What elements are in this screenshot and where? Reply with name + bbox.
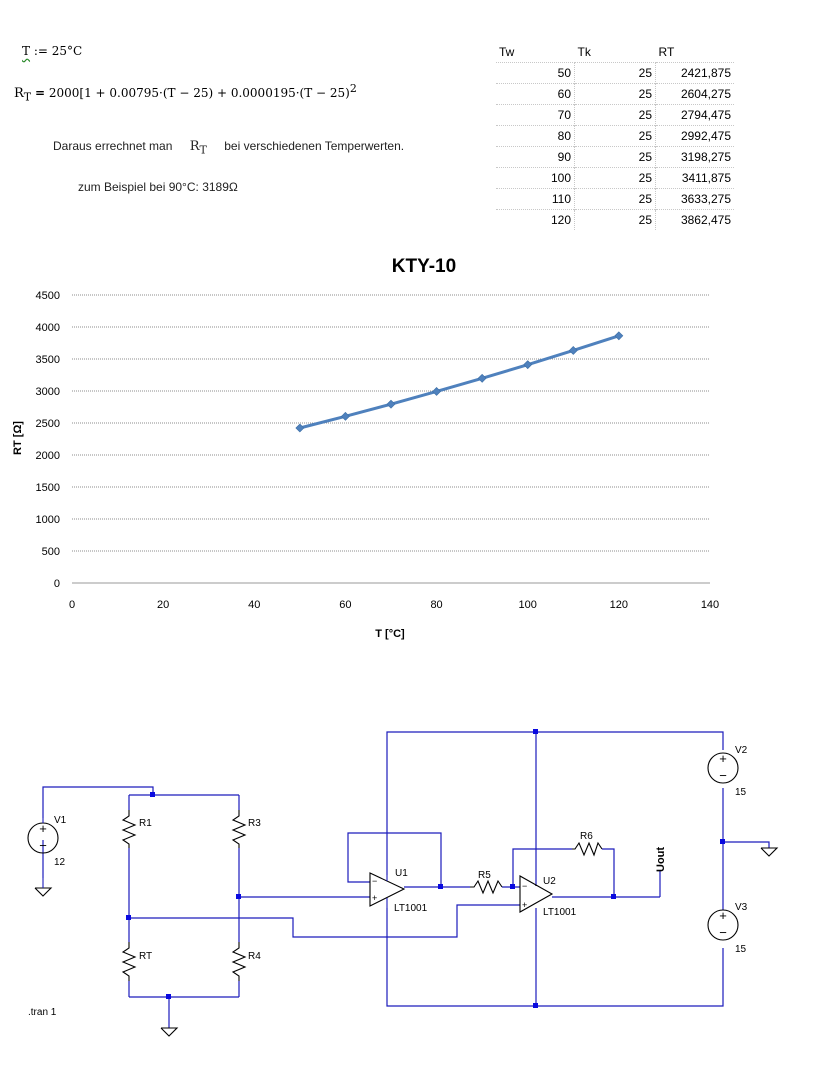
svg-text:+: +	[719, 751, 727, 766]
cell-rt: 2604,275	[656, 84, 735, 105]
cell-rt: 2992,475	[656, 126, 735, 147]
y-tick-label: 500	[41, 546, 60, 558]
r5-label: R5	[478, 870, 491, 881]
cell-tk: 25	[575, 189, 656, 210]
x-tick-label: 120	[609, 599, 629, 611]
r1-label: R1	[139, 818, 152, 829]
u1-label: U1	[395, 868, 408, 879]
y-tick-label: 3000	[35, 386, 60, 398]
table-row	[496, 168, 734, 189]
kty10-chart	[0, 245, 835, 645]
u2-part: LT1001	[543, 907, 577, 918]
r4-label: R4	[248, 951, 261, 962]
svg-text:−: −	[522, 881, 528, 891]
data-point-marker	[296, 424, 304, 432]
r3-label: R3	[248, 818, 261, 829]
header-rt: RT	[658, 45, 675, 59]
rt-exponent: 2	[349, 82, 357, 95]
data-point-marker	[478, 374, 486, 382]
daraus-line	[53, 139, 404, 156]
chart-series	[296, 332, 623, 432]
cell-tk: 25	[575, 63, 656, 84]
cell-tk: 25	[575, 168, 656, 189]
daraus-prefix: Daraus errechnet man	[53, 139, 173, 153]
chart-title: KTY-10	[391, 256, 457, 277]
header-tw: Tw	[499, 45, 515, 59]
cell-tk: 25	[575, 84, 656, 105]
x-tick-label: 140	[700, 599, 720, 611]
cell-rt: 3633,275	[656, 189, 735, 210]
x-tick-label: 80	[430, 599, 443, 611]
t-assignment	[22, 44, 82, 58]
chart-y-axis-label: RT [Ω]	[12, 421, 24, 455]
cell-tw: 100	[496, 168, 575, 189]
y-tick-label: 2000	[35, 450, 60, 462]
cell-rt: 2794,475	[656, 105, 735, 126]
example-text: zum Beispiel bei 90°C: 3189Ω	[78, 180, 238, 194]
svg-text:−: −	[719, 925, 727, 940]
ground-icon	[35, 888, 51, 896]
x-tick-label: 0	[68, 599, 76, 611]
data-point-marker	[569, 346, 577, 354]
t-value: 25°C	[51, 44, 83, 58]
v2-value: 15	[735, 787, 747, 798]
cell-rt: 3411,875	[656, 168, 735, 189]
daraus-rt-sub: T	[199, 143, 207, 157]
y-tick-label: 3500	[35, 354, 60, 366]
daraus-rt-symbol: R	[189, 139, 200, 154]
assign-operator: :=	[33, 44, 48, 58]
cell-tw: 90	[496, 147, 575, 168]
r1-resistor	[123, 810, 135, 848]
svg-text:+: +	[522, 900, 528, 910]
daraus-suffix: bei verschiedenen Temperwerten.	[224, 139, 405, 153]
cell-tw: 120	[496, 210, 575, 231]
table-row	[496, 189, 734, 210]
rt-formula	[14, 82, 357, 103]
cell-rt: 3862,475	[656, 210, 735, 231]
x-tick-label: 20	[157, 599, 170, 611]
r3-resistor	[233, 810, 245, 848]
y-tick-label: 4500	[35, 290, 60, 302]
svg-text:−: −	[39, 838, 47, 853]
t-symbol: T	[22, 44, 31, 58]
rt-equals: =	[34, 86, 46, 100]
data-point-marker	[524, 361, 532, 369]
schematic-wires	[43, 732, 769, 1028]
v1-label: V1	[54, 815, 67, 826]
ground-icon	[761, 848, 777, 856]
data-point-marker	[341, 412, 349, 420]
data-table	[496, 42, 734, 230]
cell-rt: 2421,875	[656, 63, 735, 84]
cell-tk: 25	[575, 105, 656, 126]
rt-resistor	[123, 942, 135, 981]
cell-tw: 60	[496, 84, 575, 105]
y-tick-label: 4000	[35, 322, 60, 334]
data-point-marker	[387, 400, 395, 408]
header-tk: Tk	[577, 45, 591, 59]
y-tick-label: 0	[53, 578, 60, 590]
data-point-marker	[615, 332, 623, 340]
cell-tw: 80	[496, 126, 575, 147]
cell-tw: 50	[496, 63, 575, 84]
rt-label: RT	[139, 951, 153, 962]
junction-dots	[126, 729, 725, 1008]
circuit-schematic	[0, 720, 835, 1091]
ground-icon	[161, 1028, 177, 1036]
svg-text:+: +	[39, 821, 47, 836]
x-tick-label: 100	[518, 599, 537, 611]
table-row	[496, 126, 734, 147]
tran-directive: .tran 1	[28, 1007, 57, 1018]
rt-subscript: T	[23, 90, 32, 104]
y-tick-label: 2500	[35, 418, 60, 430]
u1-part: LT1001	[394, 903, 428, 914]
v1-value: 12	[54, 857, 66, 868]
x-tick-label: 40	[248, 599, 261, 611]
chart-x-ticks	[69, 599, 719, 611]
v3-value: 15	[735, 944, 747, 955]
table-row	[496, 210, 734, 231]
svg-text:−: −	[372, 876, 378, 886]
table-row	[496, 63, 734, 84]
table-row	[496, 105, 734, 126]
svg-text:+: +	[372, 893, 378, 903]
y-tick-label: 1000	[35, 514, 60, 526]
v3-label: V3	[735, 902, 748, 913]
y-tick-label: 1500	[35, 482, 60, 494]
r5-resistor	[470, 881, 502, 893]
svg-text:−: −	[719, 768, 727, 783]
table-row	[496, 84, 734, 105]
cell-tw: 70	[496, 105, 575, 126]
table-row	[496, 147, 734, 168]
cell-tk: 25	[575, 210, 656, 231]
cell-tk: 25	[575, 126, 656, 147]
r4-resistor	[233, 942, 245, 981]
chart-y-ticks	[36, 290, 60, 590]
uout-label: Uout	[655, 846, 667, 872]
rt-expression: 2000[1 + 0.00795·(T − 25) + 0.0000195·(T − 25)	[48, 86, 350, 100]
data-point-marker	[433, 387, 441, 395]
v2-label: V2	[735, 745, 748, 756]
resistors	[123, 810, 602, 981]
table-header-row	[496, 42, 734, 63]
x-tick-label: 60	[339, 599, 352, 611]
r6-label: R6	[580, 831, 593, 842]
r6-resistor	[572, 843, 602, 855]
u2-label: U2	[543, 876, 556, 887]
cell-rt: 3198,275	[656, 147, 735, 168]
svg-text:+: +	[719, 908, 727, 923]
cell-tw: 110	[496, 189, 575, 210]
chart-x-axis-label: T [°C]	[375, 628, 405, 640]
rt-symbol: R	[14, 86, 24, 101]
cell-tk: 25	[575, 147, 656, 168]
